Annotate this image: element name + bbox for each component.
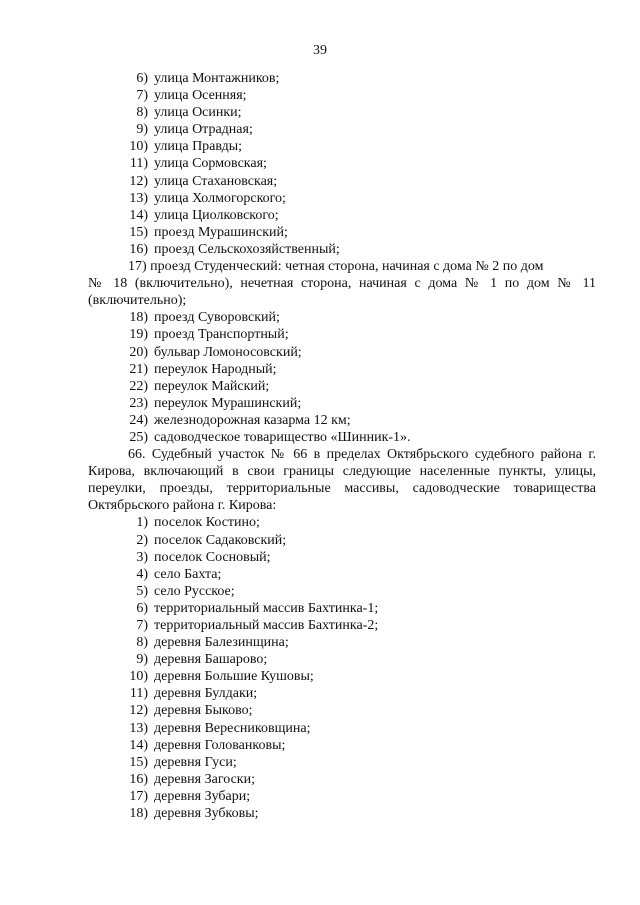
list-item xyxy=(88,378,596,395)
list-item-number: 18) xyxy=(129,806,148,822)
street-list-part-1 xyxy=(88,70,596,258)
list-item-text: деревня Загоски; xyxy=(154,771,255,787)
list-item xyxy=(88,361,596,378)
list-item xyxy=(88,805,596,822)
list-item xyxy=(88,720,596,737)
list-item-number: 10) xyxy=(129,669,148,685)
list-item-number: 17) xyxy=(128,259,147,275)
list-item-text: железнодорожная казарма 12 км; xyxy=(154,412,351,428)
list-item xyxy=(88,344,596,361)
list-item-number: 5) xyxy=(136,583,148,599)
list-item-text: деревня Башарово; xyxy=(154,652,268,668)
list-item xyxy=(88,70,596,87)
list-item-number: 13) xyxy=(129,720,148,736)
list-item xyxy=(88,241,596,258)
list-item-number: 20) xyxy=(129,344,148,360)
list-item xyxy=(88,429,596,446)
list-item xyxy=(88,138,596,155)
list-item-text: территориальный массив Бахтинка-2; xyxy=(154,618,379,633)
list-item xyxy=(88,685,596,702)
list-item-number: 16) xyxy=(129,241,148,257)
list-item xyxy=(88,514,596,531)
list-item-number: 9) xyxy=(136,122,148,138)
list-item xyxy=(88,668,596,685)
list-item-number: 14) xyxy=(129,207,148,223)
list-item-number: 6) xyxy=(136,71,148,86)
list-item xyxy=(88,224,596,241)
list-item-text: улица Осенняя; xyxy=(154,88,247,104)
list-item xyxy=(88,207,596,224)
list-item-number: 24) xyxy=(129,412,148,428)
list-item-number: 21) xyxy=(129,361,148,377)
list-item-number: 2) xyxy=(136,532,148,548)
list-item xyxy=(88,771,596,788)
list-item xyxy=(88,173,596,190)
list-item-text: деревня Зубковы; xyxy=(154,806,259,822)
list-item-text: проезд Студенческий: четная сторона, начиная с дома № 2 по дом xyxy=(150,259,544,275)
section-66-paragraph: 66. Судебный участок № 66 в пределах Октябрьского судебного района г. Кирова, включающий в свои границы следующие населенные пункты, улицы, переулки, проезды, территориальные массивы, садоводческие товарищества Октябрьского района г. Кирова: xyxy=(88,447,596,514)
list-item-number: 15) xyxy=(129,754,148,770)
list-item-text: поселок Садаковский; xyxy=(154,532,287,548)
list-item xyxy=(88,104,596,121)
list-item-text: улица Стахановская; xyxy=(154,173,278,189)
list-item-number: 3) xyxy=(136,549,148,565)
list-item-number: 19) xyxy=(129,327,148,343)
list-item-number: 12) xyxy=(129,173,148,189)
list-item-number: 13) xyxy=(129,190,148,206)
list-item-number: 16) xyxy=(129,771,148,787)
list-item-text: деревня Большие Кушовы; xyxy=(154,669,314,685)
list-item-text: переулок Народный; xyxy=(154,361,277,377)
list-item-text: улица Сормовская; xyxy=(154,156,267,172)
page-number: 39 xyxy=(313,43,327,58)
list-item-text: переулок Мурашинский; xyxy=(154,395,302,411)
list-item-17 xyxy=(88,258,596,275)
list-item-text: деревня Гуси; xyxy=(154,754,237,770)
list-item-text: поселок Сосновый; xyxy=(154,549,271,565)
list-item xyxy=(88,155,596,172)
list-item xyxy=(88,566,596,583)
list-item-number: 18) xyxy=(129,310,148,326)
list-item xyxy=(88,583,596,600)
list-item-text: деревня Зубари; xyxy=(154,788,251,804)
list-item-text: бульвар Ломоносовский; xyxy=(154,344,302,360)
list-item-text: территориальный массив Бахтинка-1; xyxy=(154,600,379,616)
list-item-text: проезд Транспортный; xyxy=(154,327,289,343)
list-item-text: село Бахта; xyxy=(154,566,222,582)
list-item xyxy=(88,326,596,343)
list-item-text: деревня Балезинщина; xyxy=(154,635,289,651)
list-item xyxy=(88,190,596,207)
list-item-text: деревня Вересниковщина; xyxy=(154,720,311,736)
list-item-number: 15) xyxy=(129,224,148,240)
list-item-number: 8) xyxy=(136,635,148,651)
list-item xyxy=(88,702,596,719)
list-item-number: 7) xyxy=(136,88,148,104)
list-item xyxy=(88,617,596,634)
list-item-text: поселок Костино; xyxy=(154,515,260,531)
list-item-number: 11) xyxy=(129,156,148,172)
list-item-number: 14) xyxy=(129,737,148,753)
list-item-text: садоводческое товарищество «Шинник-1». xyxy=(154,429,411,445)
list-item-text: улица Циолковского; xyxy=(154,207,279,223)
list-item xyxy=(88,87,596,104)
list-item-text: улица Правды; xyxy=(154,139,243,155)
list-item-text: проезд Мурашинский; xyxy=(154,224,288,240)
list-item-text: деревня Булдаки; xyxy=(154,686,258,702)
list-item-number: 8) xyxy=(136,105,148,121)
list-item-text: переулок Майский; xyxy=(154,378,270,394)
list-item xyxy=(88,634,596,651)
list-item-number: 12) xyxy=(129,703,148,719)
list-item xyxy=(88,549,596,566)
street-list-part-2 xyxy=(88,309,596,446)
list-item-number: 4) xyxy=(136,566,148,582)
list-item-number: 23) xyxy=(129,395,148,411)
list-item xyxy=(88,600,596,617)
list-item-text: улица Отрадная; xyxy=(154,122,253,138)
list-item-number: 10) xyxy=(129,139,148,155)
list-item xyxy=(88,395,596,412)
list-item-number: 11) xyxy=(129,686,148,702)
list-item xyxy=(88,121,596,138)
settlement-list xyxy=(88,514,596,822)
list-item xyxy=(88,532,596,549)
list-item xyxy=(88,651,596,668)
list-item xyxy=(88,412,596,429)
document-body xyxy=(88,70,596,822)
list-item-number: 17) xyxy=(129,788,148,804)
list-item-text: улица Осинки; xyxy=(154,105,242,121)
list-item-text: улица Холмогорского; xyxy=(154,190,286,206)
list-item-number: 22) xyxy=(129,378,148,394)
list-item-17-continuation: № 18 (включительно), нечетная сторона, начиная с дома № 1 по дом № 11 (включительно); xyxy=(88,276,596,309)
list-item-text: деревня Быково; xyxy=(154,703,253,719)
list-item-text: село Русское; xyxy=(154,583,235,599)
list-item-number: 1) xyxy=(136,515,148,531)
list-item xyxy=(88,754,596,771)
list-item-number: 9) xyxy=(136,652,148,668)
list-item-text: проезд Суворовский; xyxy=(154,310,280,326)
list-item xyxy=(88,309,596,326)
list-item-text: проезд Сельскохозяйственный; xyxy=(154,241,340,257)
list-item xyxy=(88,737,596,754)
list-item-text: улица Монтажников; xyxy=(154,71,280,86)
list-item-number: 25) xyxy=(129,429,148,445)
list-item-text: деревня Голованковы; xyxy=(154,737,286,753)
list-item-number: 7) xyxy=(136,618,148,633)
list-item-number: 6) xyxy=(136,600,148,616)
list-item xyxy=(88,788,596,805)
